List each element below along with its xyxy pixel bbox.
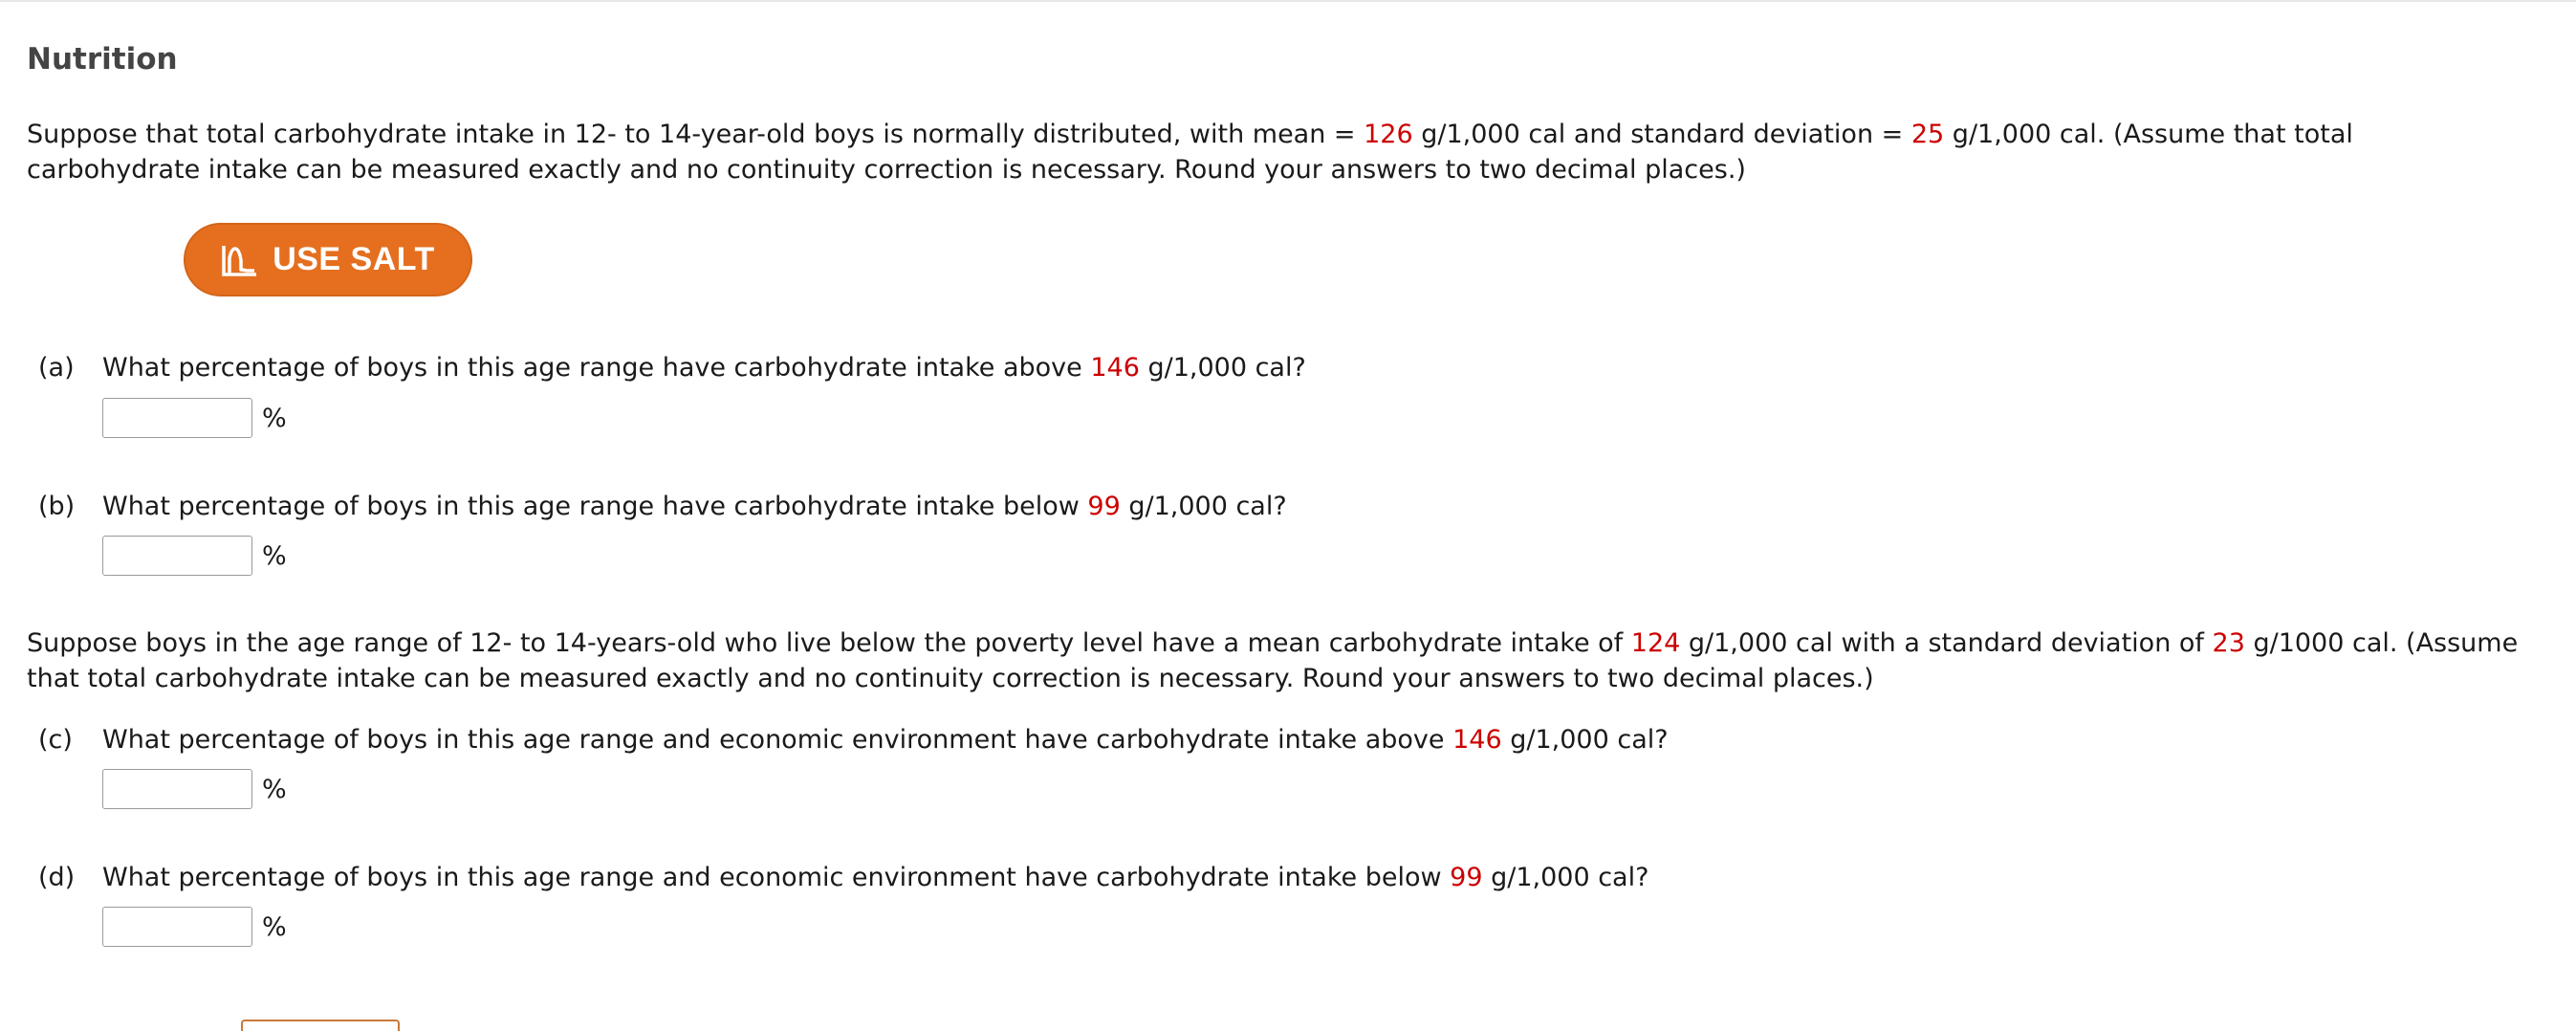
use-salt-button[interactable] <box>184 223 472 296</box>
partial-button[interactable] <box>241 1020 400 1031</box>
question-d <box>38 860 1648 895</box>
answer-b-input[interactable] <box>102 536 252 576</box>
answer-b <box>102 536 287 576</box>
answer-a-input[interactable] <box>102 398 252 438</box>
answer-c <box>102 769 287 809</box>
percent-unit: % <box>262 403 287 433</box>
question-text: What percentage of boys in this age range have carbohydrate intake above 146 g/1,000 cal? <box>102 353 1306 383</box>
problem-intro: Suppose that total carbohydrate intake in 12- to 14-year-old boys is normally distributed, with mean = 126 g/1,000 cal and standard deviation = 25 g/1,000 cal. (Assume that total carbohydrate intake can be measured exactly and no continuity correction is necessary. Round your answers to two decimal places.) <box>27 120 2353 185</box>
answer-c-input[interactable] <box>102 769 252 809</box>
question-label: (c) <box>38 725 73 755</box>
sd-value: 25 <box>1910 120 1945 149</box>
use-salt-label: USE SALT <box>273 241 435 277</box>
question-label: (d) <box>38 863 76 892</box>
question-text: What percentage of boys in this age range and economic environment have carbohydrate intake below 99 g/1,000 cal? <box>102 863 1649 892</box>
question-text: What percentage of boys in this age range have carbohydrate intake below 99 g/1,000 cal? <box>102 492 1287 521</box>
top-divider <box>0 0 2576 2</box>
question-c <box>38 722 1669 757</box>
page-title: Nutrition <box>27 42 178 77</box>
salt-chart-icon <box>221 241 259 279</box>
question-label: (b) <box>38 492 76 521</box>
question-b <box>38 489 1287 524</box>
percent-unit: % <box>262 540 287 571</box>
question-label: (a) <box>38 353 75 383</box>
answer-d <box>102 907 287 947</box>
question-a <box>38 350 1306 385</box>
answer-d-input[interactable] <box>102 907 252 947</box>
mean-value: 126 <box>1364 120 1413 149</box>
percent-unit: % <box>262 911 287 942</box>
answer-a <box>102 398 287 438</box>
percent-unit: % <box>262 774 287 804</box>
problem-intro-2: Suppose boys in the age range of 12- to 14-years-old who live below the poverty level have a mean carbohydrate intake of 124 g/1,000 cal with a standard deviation of 23 g/1000 cal. (Assume that total carbohydrate intake can be measured exactly and no continuity correction is necessary. Round your answers to two decimal places.) <box>27 628 2519 693</box>
sd-value-2: 23 <box>2212 628 2245 658</box>
question-text: What percentage of boys in this age range and economic environment have carbohydrate intake above 146 g/1,000 cal? <box>102 725 1669 755</box>
mean-value-2: 124 <box>1630 628 1681 658</box>
